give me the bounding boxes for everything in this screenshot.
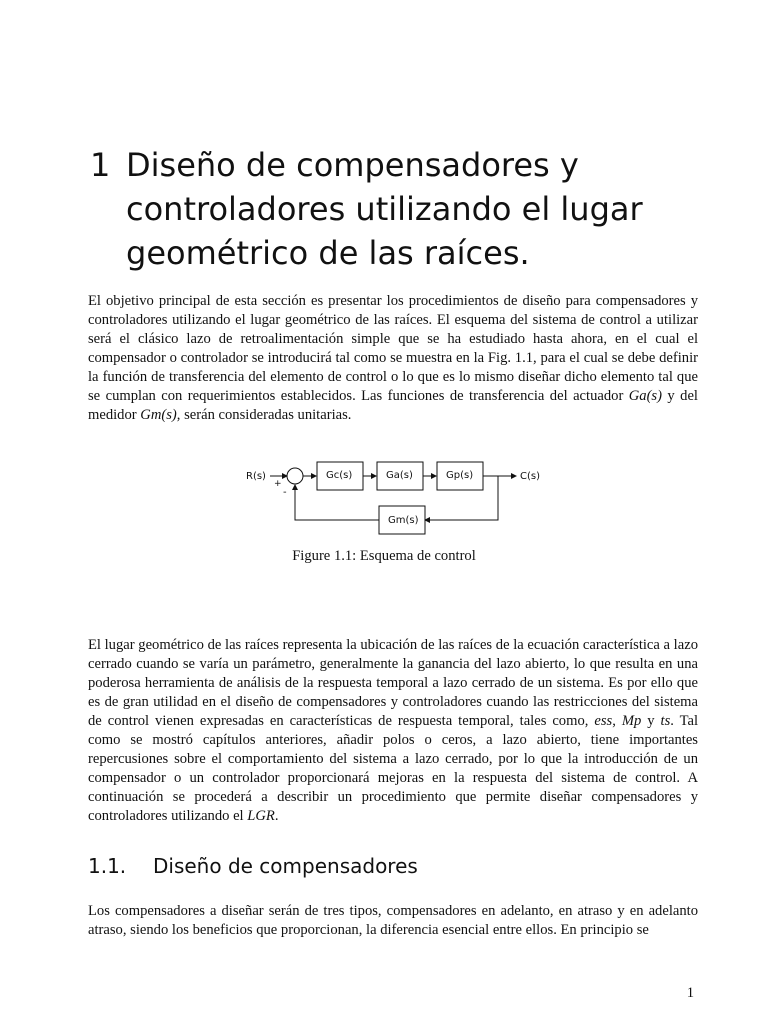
paragraph-text: y del medidor — [88, 388, 698, 423]
math-lgr: LGR — [247, 808, 275, 824]
chapter-title — [90, 143, 710, 275]
math-ga: Ga(s) — [628, 388, 662, 404]
paragraph-text: y — [641, 713, 661, 729]
lgr-paragraph — [88, 636, 698, 826]
paragraph-text: . Tal como se mostró capítulos anteriores, añadir polos o ceros, a lazo abierto, tiene importantes repercusiones sobre el comportamiento del sistema a lazo cerrado, por lo que la introducción de un compensador o un controlador proporcionará mejoras en la respuesta del sistema de control. A continuación se procederá a describir un procedimiento que permite diseñar compensadores y controladores utilizando el — [88, 713, 699, 824]
output-label: C(s) — [520, 471, 540, 482]
math-ess: ess — [594, 713, 613, 729]
feedback-label: Gm(s) — [388, 515, 419, 526]
actuator-label: Ga(s) — [386, 470, 413, 481]
chapter-title-text: Diseño de compensadores y controladores utilizando el lugar geométrico de las raíces. — [126, 146, 643, 272]
plus-sign: + — [274, 479, 282, 489]
math-gm: Gm(s) — [140, 407, 177, 423]
paragraph-text: El lugar geométrico de las raíces representa la ubicación de las raíces de la ecuación característica a lazo cerrado cuando se varía un parámetro, generalmente la ganancia del lazo abierto, lo que resulta en una poderosa herramienta de análisis de la respuesta temporal a lazo cerrado de un sistema. Es por ello que es de gran utilidad en el diseño de compensadores y controladores cuando las restricciones del sistema de control vienen expresadas en características de respuesta temporal, tales como, — [88, 637, 698, 729]
intro-paragraph — [88, 292, 698, 425]
section-title: Diseño de compensadores — [153, 854, 418, 878]
compensators-paragraph: Los compensadores a diseñar serán de tres tipos, compensadores en adelanto, en atraso y en adelanto atraso, siendo los beneficios que proporcionan, la diferencia esencial entre ellos. En principio se — [88, 903, 698, 938]
section-number: 1.1. — [88, 854, 127, 878]
paragraph-text: , serán consideradas unitarias. — [176, 407, 352, 423]
paragraph-text: , — [612, 713, 622, 729]
chapter-number: 1 — [90, 146, 111, 184]
paragraph-text: . — [274, 808, 279, 824]
paragraph-text: El objetivo principal de esta sección es presentar los procedimientos de diseño para compensadores y controladores utilizando el lugar geométrico de las raíces. El esquema del sistema de control a utilizar será el clásico lazo de retroalimentación simple que se ha estudiado hasta ahora, en el cual el compensador o controlador se introducirá tal como se muestra en la Fig. 1.1, para el cual se debe definir la función de transferencia del elemento de control o lo que es lo mismo diseñar dicho elemento tal que se cumplan con requerimientos establecidos. Las funciones de transferencia del actuador — [88, 293, 698, 404]
math-ts: ts — [660, 713, 671, 729]
control-block-diagram — [238, 456, 548, 536]
compensator-label: Gc(s) — [326, 470, 353, 481]
plant-label: Gp(s) — [446, 470, 474, 481]
page-number: 1 — [686, 985, 694, 1001]
figure-caption: Figure 1.1: Esquema de control — [292, 548, 476, 564]
minus-sign: - — [283, 487, 287, 498]
section-heading — [88, 852, 418, 880]
summing-junction — [287, 468, 303, 484]
math-mp: Mp — [621, 713, 642, 729]
input-label: R(s) — [246, 471, 266, 482]
